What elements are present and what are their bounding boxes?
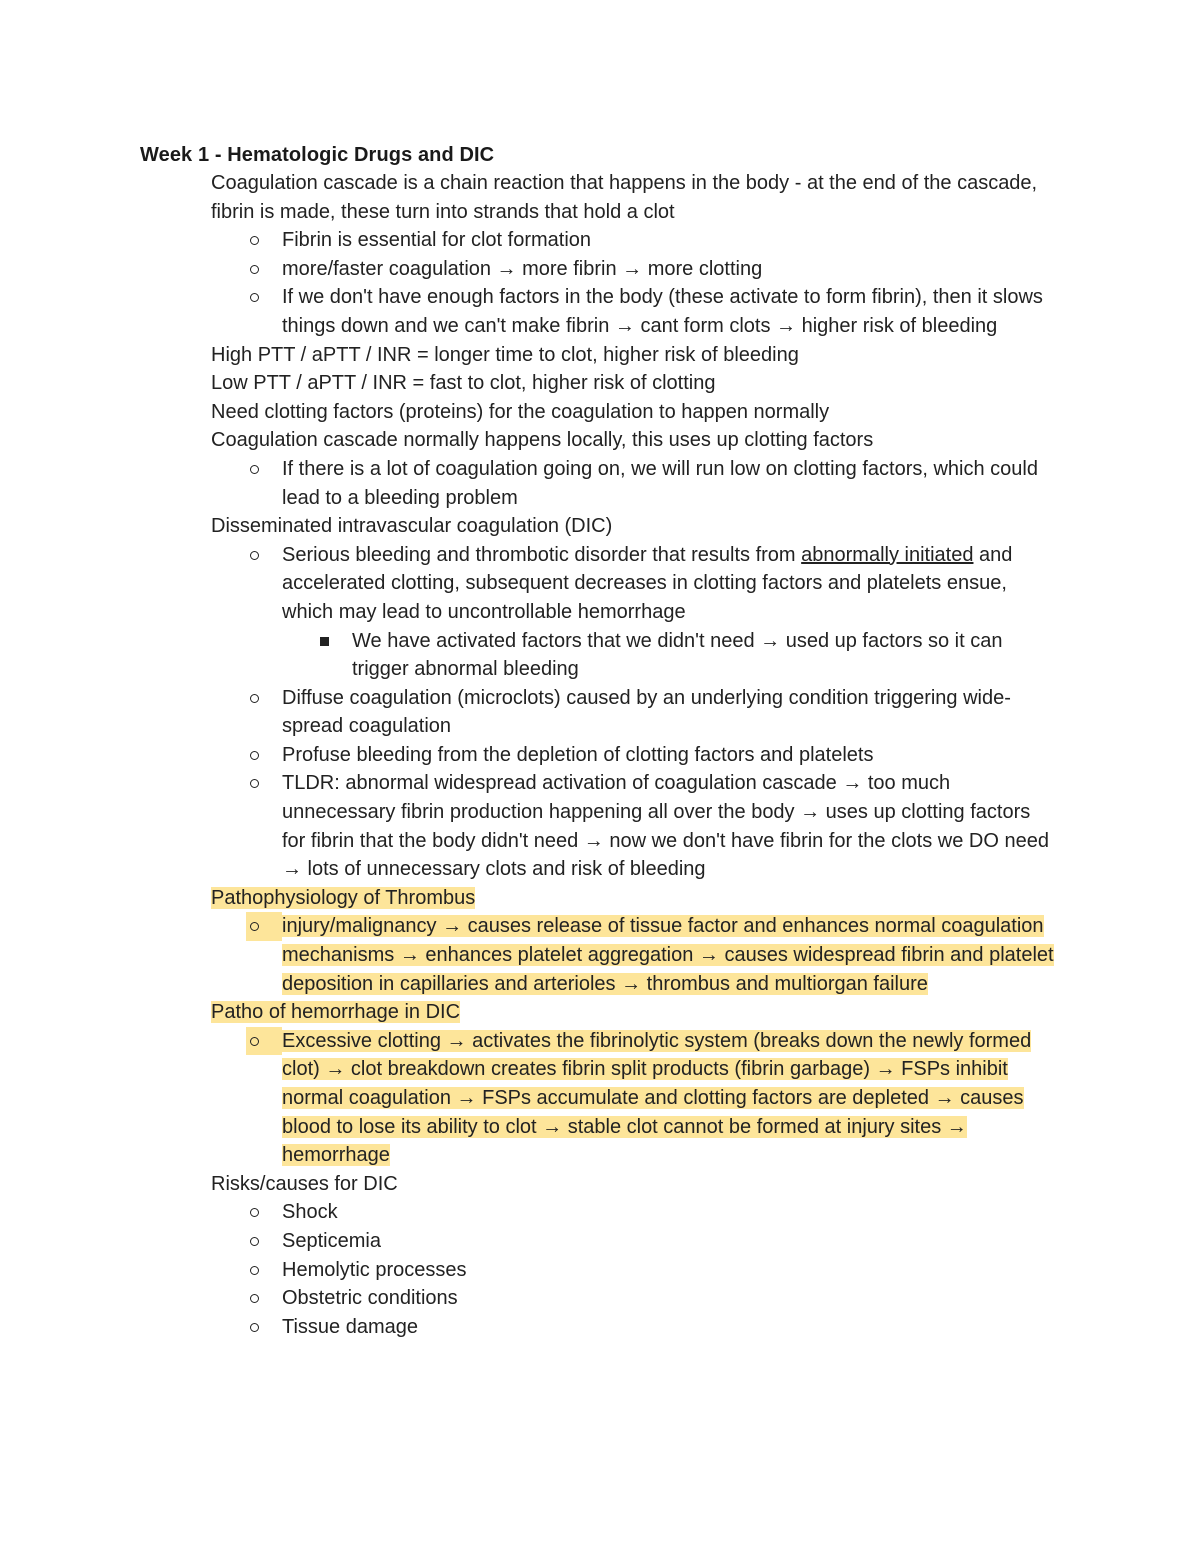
sublist-item — [282, 455, 1056, 512]
sublist-item-text: Hemolytic processes — [282, 1258, 467, 1281]
sublist-item — [282, 1313, 1056, 1342]
underlined-text: abnormally initiated — [801, 543, 974, 566]
list-item-locally — [0, 426, 1056, 512]
sublist-item-text: Diffuse coagulation (microclots) caused by an underlying condition triggering wide-spread coagulation — [282, 686, 1011, 738]
circle-bullet-icon — [250, 551, 259, 560]
circle-bullet-icon — [250, 1323, 259, 1332]
circle-bullet-icon — [250, 779, 259, 788]
page-title: Week 1 - Hematologic Drugs and DIC — [140, 144, 495, 166]
list-item-text: Low PTT / aPTT / INR = fast to clot, higher risk of clotting — [211, 372, 716, 395]
circle-bullet-icon — [250, 1266, 259, 1275]
sublist-item-text: more/faster coagulation → more fibrin → more clotting — [282, 257, 763, 280]
sublist-item — [282, 1027, 1056, 1170]
sublist — [282, 541, 1056, 884]
list-item-text: Coagulation cascade normally happens locally, this uses up clotting factors — [211, 429, 874, 452]
list-item-hemorrhage — [0, 998, 1056, 1170]
sub-sublist — [352, 627, 1056, 684]
sublist-item-text: Tissue damage — [282, 1315, 418, 1338]
list-item-dic — [0, 512, 1056, 884]
sublist — [282, 912, 1056, 998]
sublist-item-text: Septicemia — [282, 1229, 381, 1252]
text-fragment: Serious bleeding and thrombotic disorder that results from — [282, 543, 802, 566]
sublist-item — [282, 1198, 1056, 1227]
circle-bullet-icon — [250, 1208, 259, 1217]
list-item-text: Need clotting factors (proteins) for the coagulation to happen normally — [211, 400, 830, 423]
sublist-item — [282, 283, 1056, 340]
sublist-item-text: Fibrin is essential for clot formation — [282, 229, 592, 252]
sublist-item — [282, 684, 1056, 741]
circle-bullet-icon — [250, 1237, 259, 1246]
sublist-item-text: If we don't have enough factors in the body (these activate to form fibrin), then it slows things down and we can't make fibrin → cant form clots → higher risk of bleeding — [282, 286, 1043, 337]
circle-bullet-icon — [250, 1037, 259, 1046]
sublist-item — [282, 912, 1056, 998]
sub-sublist-item-text: We have activated factors that we didn't need → used up factors so it can trigger abnormal bleeding — [352, 629, 1003, 681]
list-item-text: High PTT / aPTT / INR = longer time to clot, higher risk of bleeding — [211, 343, 799, 366]
sublist-item-text — [282, 544, 1012, 623]
sublist — [282, 1198, 1056, 1341]
sublist-item-text: TLDR: abnormal widespread activation of coagulation cascade → too much unnecessary fibrin production happening all over the body → uses up clotting factors for fibrin that the body didn't need → now we don't have fibrin for the clots we DO need → lots of unnecessary clots and risk of bleeding — [282, 772, 1049, 881]
circle-bullet-icon — [250, 694, 259, 703]
list-item-text: Disseminated intravascular coagulation (DIC) — [211, 515, 613, 538]
square-bullet-icon — [320, 637, 329, 646]
sublist-item — [282, 769, 1056, 883]
list-item-text: Patho of hemorrhage in DIC — [211, 1001, 461, 1024]
sublist-item — [282, 226, 1056, 255]
list-item-risks — [0, 1170, 1056, 1342]
circle-bullet-icon — [250, 265, 259, 274]
sublist-item-text: Profuse bleeding from the depletion of clotting factors and platelets — [282, 743, 874, 766]
sublist — [282, 455, 1056, 512]
circle-bullet-icon — [250, 236, 259, 245]
circle-bullet-icon — [250, 293, 259, 302]
circle-bullet-icon — [250, 751, 259, 760]
list-item-high-ptt — [0, 341, 1056, 370]
sublist-item-text: injury/malignancy → causes release of tissue factor and enhances normal coagulation mechanisms → enhances platelet aggregation → causes widespread fibrin and platelet deposition in capillaries and arterioles → thrombus and multiorgan failure — [282, 915, 1054, 995]
list-item-text: Risks/causes for DIC — [211, 1172, 398, 1195]
list-item-text: Coagulation cascade is a chain reaction that happens in the body - at the end of the cascade, fibrin is made, these turn into strands that hold a clot — [211, 172, 1038, 223]
list-item-cascade — [0, 169, 1056, 341]
text-fragment: and accelerated clotting, subsequent decreases in clotting factors and platelets ensue, which may lead to uncontrollable hemorrhage — [282, 543, 1013, 623]
sublist-item — [282, 255, 1056, 284]
sublist-item — [282, 741, 1056, 770]
list-item-low-ptt — [0, 369, 1056, 398]
sublist-item — [282, 1227, 1056, 1256]
notes-list — [0, 169, 1200, 1341]
sublist-item-text: If there is a lot of coagulation going on, we will run low on clotting factors, which could lead to a bleeding problem — [282, 457, 1038, 509]
sublist — [282, 1027, 1056, 1170]
circle-bullet-icon — [250, 1294, 259, 1303]
sublist-item-text: Excessive clotting → activates the fibrinolytic system (breaks down the newly formed clot) → clot breakdown creates fibrin split products (fibrin garbage) → FSPs inhibit normal coagulation → FSPs accumulate and clotting factors are depleted → causes blood to lose its ability to clot → stable clot cannot be formed at injury sites → hemorrhage — [282, 1029, 1032, 1167]
sublist-item — [282, 541, 1056, 684]
sublist-item — [282, 1284, 1056, 1313]
circle-bullet-icon — [250, 465, 259, 474]
sublist-item-text: Shock — [282, 1201, 338, 1224]
sub-sublist-item — [352, 627, 1056, 684]
list-item-text: Pathophysiology of Thrombus — [211, 886, 476, 909]
sublist-item-text: Obstetric conditions — [282, 1287, 458, 1310]
list-item-thrombus — [0, 884, 1056, 998]
sublist-item — [282, 1256, 1056, 1285]
sublist — [282, 226, 1056, 340]
list-item-need-factors — [0, 398, 1056, 427]
